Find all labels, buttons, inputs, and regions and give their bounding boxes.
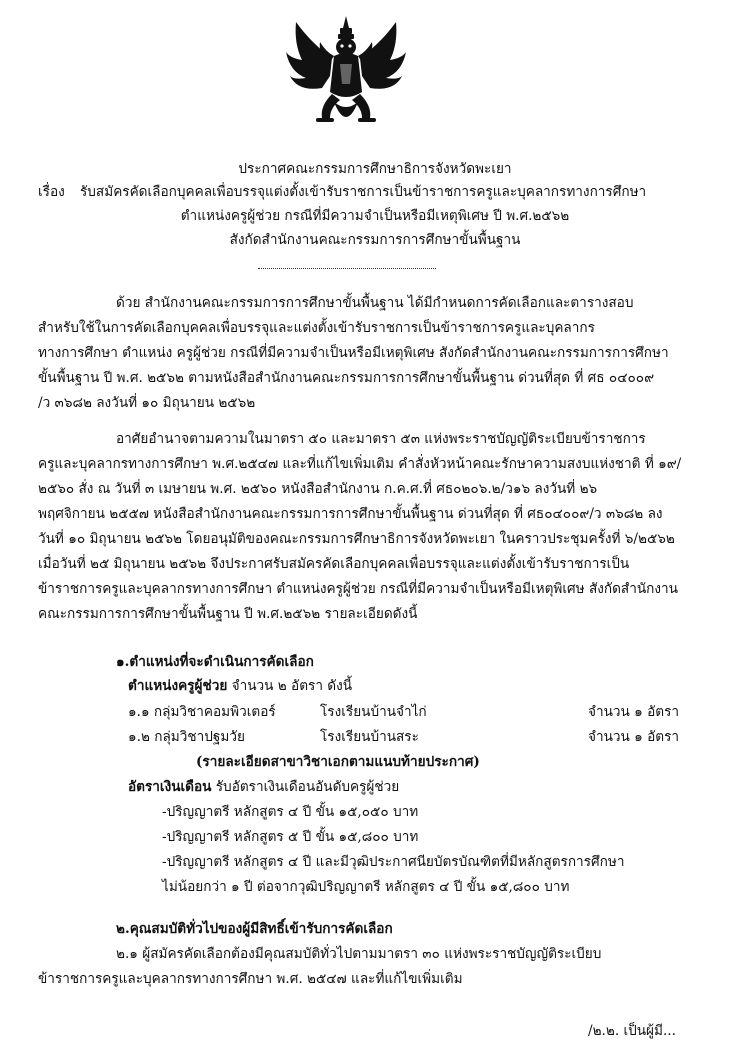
para1-line: ด้วย สำนักงานคณะกรรมการการศึกษาขั้นพื้นฐาน ได้มีกำหนดการคัดเลือกและตารางสอบ (116, 295, 634, 311)
salary-item: ไม่น้อยกว่า ๑ ปี ต่อจากวุฒิปริญญาตรี หลักสูตร ๔ ปี ขั้น ๑๕,๘๐๐ บาท (162, 879, 570, 895)
vacancy-school: โรงเรียนบ้านสระ (320, 729, 419, 745)
garuda-emblem-icon (282, 14, 410, 132)
para1-line: ขั้นพื้นฐาน ปี พ.ศ. ๒๕๖๒ ตามหนังสือสำนักงานคณะกรรมการการศึกษาขั้นพื้นฐาน ด่วนที่สุด ที่ ศธ ๐๔๐๐๙ (38, 370, 655, 386)
subject-label: เรื่อง (38, 184, 65, 200)
para2-line: อาศัยอำนาจตามความในมาตรา ๕๐ และมาตรา ๕๓ แห่งพระราชบัญญัติระเบียบข้าราชการ (116, 431, 646, 447)
para2-line: เมื่อวันที่ ๒๕ มิถุนายน ๒๕๖๒ จึงประกาศรับสมัครคัดเลือกบุคคลเพื่อบรรจุและแต่งตั้งเข้ารับราชการเป็น (38, 556, 630, 572)
para1-line: /ว ๓๖๘๒ ลงวันที่ ๑๐ มิถุนายน ๒๕๖๒ (38, 395, 256, 411)
salary-item: -ปริญญาตรี หลักสูตร ๕ ปี ขั้น ๑๕,๘๐๐ บาท (162, 829, 419, 845)
vacancy-school: โรงเรียนบ้านจำไก่ (320, 704, 427, 720)
para2-line: ๒๕๖๐ สั่ง ณ วันที่ ๓ เมษายน พ.ศ. ๒๕๖๐ หนังสือสำนักงาน ก.ค.ศ.ที่ ศธ๐๒๐๖.๒/ว๑๖ ลงวันที่ ๒๖ (38, 481, 598, 497)
subject-text: รับสมัครคัดเลือกบุคคลเพื่อบรรจุแต่งตั้งเข้ารับราชการเป็นข้าราชการครูและบุคลากรทางการศึกษา (80, 184, 647, 200)
para2-line: ครูและบุคลากรทางการศึกษา พ.ศ.๒๕๔๗ และที่แก้ไขเพิ่มเติม คำสั่งหัวหน้าคณะรักษาความสงบแห่งชาติ ที่ ๑๙/ (38, 456, 682, 472)
para2-line: คณะกรรมการการศึกษาขั้นพื้นฐาน ปี พ.ศ.๒๕๖๒ รายละเอียดดังนี้ (38, 606, 418, 622)
para2-line: พฤศจิกายน ๒๕๕๗ หนังสือสำนักงานคณะกรรมการการศึกษาขั้นพื้นฐาน ด่วนที่สุด ที่ ศธ๐๔๐๐๙/ว ๓๖๘๒ ลง (38, 506, 663, 522)
salary-item: -ปริญญาตรี หลักสูตร ๔ ปี และมีวุฒิประกาศนียบัตรบัณฑิตที่มีหลักสูตรการศึกษา (162, 854, 625, 870)
announcement-title: ประกาศคณะกรรมการศึกษาธิการจังหวัดพะเยา (238, 161, 512, 177)
para2-line: วันที่ ๑๐ มิถุนายน ๒๕๖๒ โดยอนุมัติของคณะกรรมการศึกษาธิการจังหวัดพะเยา ในคราวประชุมครั้งที่ ๖/๒๕๖๒ (38, 531, 675, 547)
vacancy-subject: ๑.๒ กลุ่มวิชาปฐมวัย (128, 729, 245, 745)
page-continuation: /๒.๒. เป็นผู้มี... (588, 1023, 676, 1039)
section2-line: ๒.๑ ผู้สมัครคัดเลือกต้องมีคุณสมบัติทั่วไปตามมาตรา ๓๐ แห่งพระราชบัญญัติระเบียบ (116, 946, 602, 962)
salary-summary (128, 778, 399, 797)
section2-heading: ๒.คุณสมบัติทั่วไปของผู้มีสิทธิ์เข้ารับการคัดเลือก (116, 921, 393, 937)
vacancy-subject: ๑.๑ กลุ่มวิชาคอมพิวเตอร์ (128, 704, 276, 720)
vacancy-count: จำนวน ๑ อัตรา (588, 729, 680, 745)
para1-line: ทางการศึกษา ตำแหน่ง ครูผู้ช่วย กรณีที่มีความจำเป็นหรือมีเหตุพิเศษ สังกัดสำนักงานคณะกรรมการการศึกษา (38, 345, 669, 361)
affiliation-line: สังกัดสำนักงานคณะกรรมการการศึกษาขั้นพื้นฐาน (229, 232, 521, 248)
position-label: ตำแหน่งครูผู้ช่วย (128, 678, 228, 694)
para1-line: สำหรับใช้ในการคัดเลือกบุคคลเพื่อบรรจุและแต่งตั้งเข้ารับราชการเป็นข้าราชการครูและบุคลากร (38, 320, 595, 336)
section2-line: ข้าราชการครูและบุคลากรทางการศึกษา พ.ศ. ๒๕๔๗ และที่แก้ไขเพิ่มเติม (38, 971, 463, 987)
salary-item: -ปริญญาตรี หลักสูตร ๔ ปี ขั้น ๑๕,๐๕๐ บาท (162, 804, 419, 820)
vacancy-count: จำนวน ๑ อัตรา (588, 704, 680, 720)
position-summary (128, 677, 352, 696)
section1-heading: ๑.ตำแหน่งที่จะดำเนินการคัดเลือก (116, 654, 314, 670)
position-count: จำนวน ๒ อัตรา ดังนี้ (227, 678, 353, 694)
header-divider (258, 268, 436, 269)
salary-rate: รับอัตราเงินเดือนอันดับครูผู้ช่วย (211, 779, 400, 795)
details-note: (รายละเอียดสาขาวิชาเอกตามแนบท้ายประกาศ) (196, 754, 480, 770)
salary-label: อัตราเงินเดือน (128, 779, 212, 795)
position-line: ตำแหน่งครูผู้ช่วย กรณีที่มีความจำเป็นหรือมีเหตุพิเศษ ปี พ.ศ.๒๕๖๒ (180, 208, 570, 224)
para2-line: ข้าราชการครูและบุคลากรทางการศึกษา ตำแหน่งครูผู้ช่วย กรณีที่มีความจำเป็นหรือมีเหตุพิเศษ สังกัดสำนักงาน (38, 581, 678, 597)
